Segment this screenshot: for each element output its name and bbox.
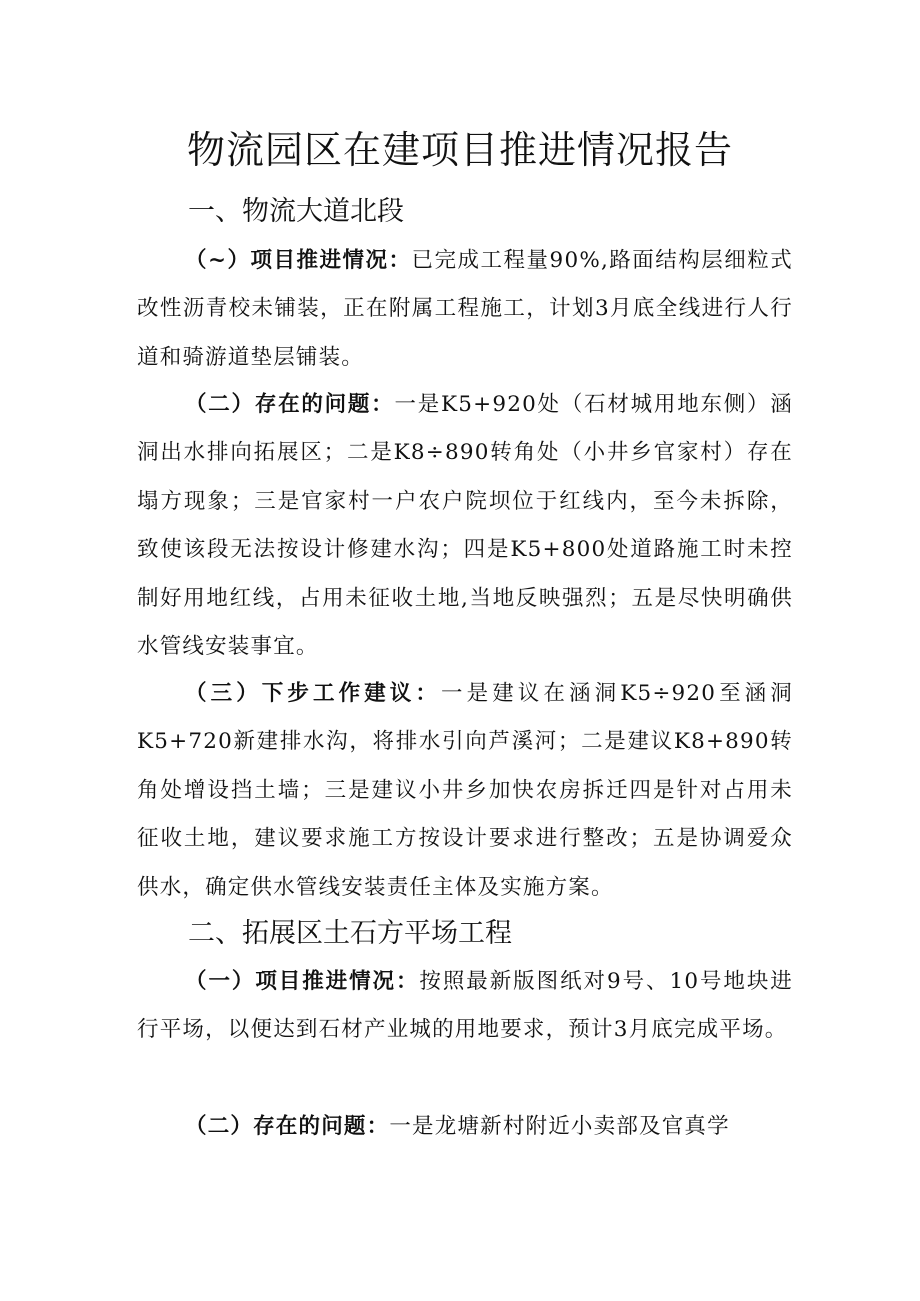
paragraph-label: （二）存在的问题： <box>185 1114 390 1139</box>
paragraph-text: 一是K5+920处（石材城用地东侧）涵洞出水排向拓展区；二是K8÷890转角处（小井乡官家村）存在塌方现象；三是官家村一户农户院坝位于红线内，至今未拆除，致使该段无法按设计修建水沟；四是K5+800处道路施工时未控制好用地红线，占用未征收土地,当地反映强烈；五是尽快明确供水管线安装事宜。 <box>137 392 793 660</box>
paragraph-text: 按照最新版图纸对9号、10号地块进行平场，以便达到石材产业城的用地要求，预计3月底完成平场。 <box>137 969 793 1043</box>
paragraph-progress-2 <box>137 958 793 1055</box>
paragraph-problems <box>137 381 793 671</box>
section-heading-1: 一、物流大道北段 <box>188 196 404 227</box>
paragraph-label: （二）存在的问题： <box>185 392 395 417</box>
paragraph-problems-2 <box>137 1103 793 1151</box>
document-title: 物流园区在建项目推进情况报告 <box>186 128 733 172</box>
paragraph-label: （~）项目推进情况： <box>185 248 412 273</box>
paragraph-label: （三）下步工作建议： <box>185 681 441 706</box>
paragraph-suggestions <box>137 670 793 912</box>
paragraph-label: （一）项目推进情况： <box>185 969 420 994</box>
paragraph-text: 一是龙塘新村附近小卖部及官真学 <box>389 1114 730 1139</box>
paragraph-text: 已完成工程量90%,路面结构层细粒式改性沥青校未铺装，正在附属工程施工，计划3月底全线进行人行道和骑游道垫层铺装。 <box>137 248 793 370</box>
section-heading-2: 二、拓展区土石方平场工程 <box>188 918 512 949</box>
paragraph-progress <box>137 237 793 382</box>
paragraph-text: 一是建议在涵洞K5÷920至涵洞K5+720新建排水沟，将排水引向芦溪河；二是建议K8+890转角处增设挡土墙；三是建议小井乡加快农房拆迁四是针对占用未征收土地，建议要求施工方按设计要求进行整改；五是协调爱众供水，确定供水管线安装责任主体及实施方案。 <box>137 681 793 900</box>
